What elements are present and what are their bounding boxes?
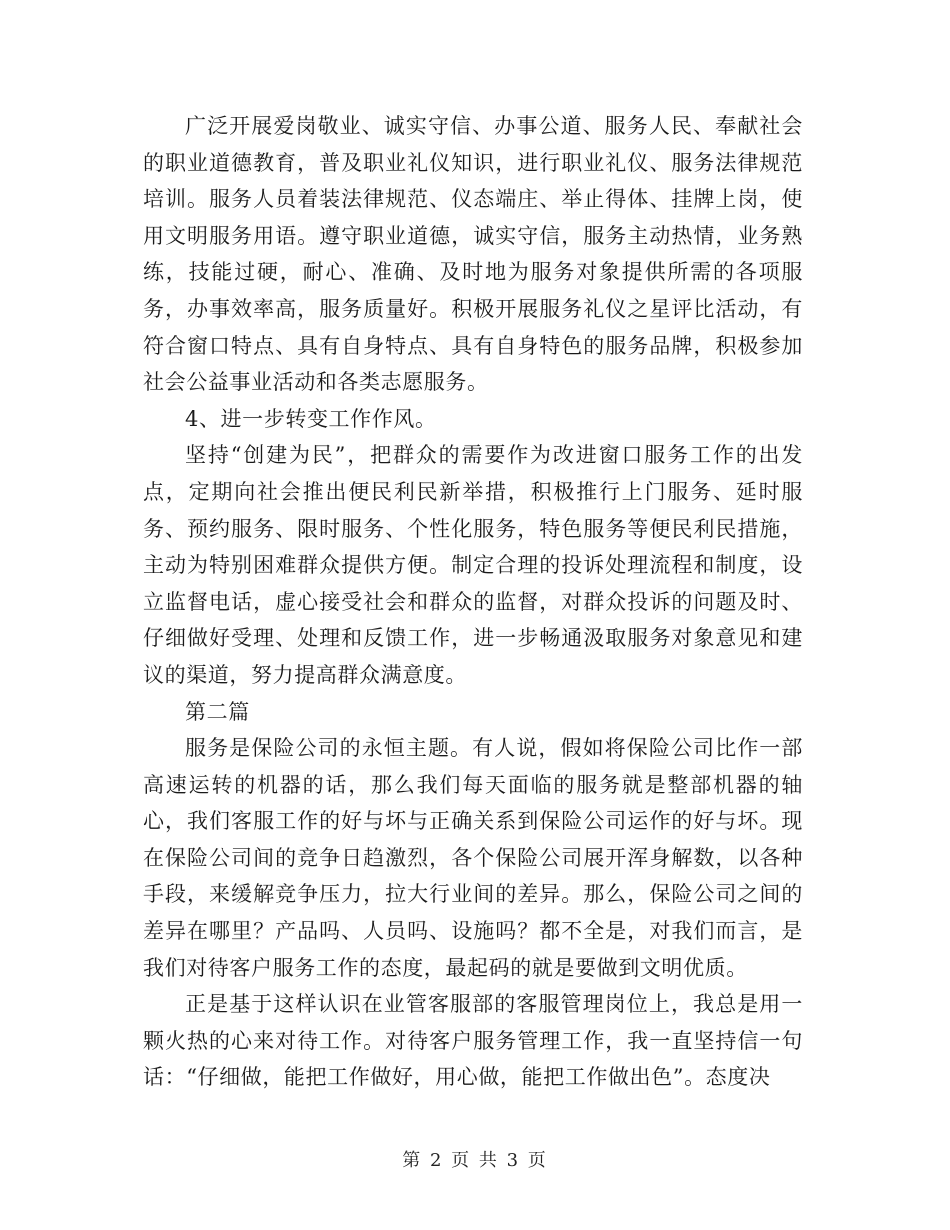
paragraph-insurance-service: 服务是保险公司的永恒主题。有人说，假如将保险公司比作一部高速运转的机器的话，那么我们每天面临的服务就是整部机器的轴心，我们客服工作的好与坏与正确关系到保险公司运作的好与坏。现在保险公司间的竞争日趋激烈，各个保险公司展开浑身解数，以各种手段，来缓解竞争压力，拉大行业间的差异。那么，保险公司之间的差异在哪里？产品吗、人员吗、设施吗？都不全是，对我们而言，是我们对待客户服务工作的态度，最起码的就是要做到文明优质。 <box>143 736 803 980</box>
paragraph-serve-people: 坚持“创建为民”，把群众的需要作为改进窗口服务工作的出发点，定期向社会推出便民利民新举措，积极推行上门服务、延时服务、预约服务、限时服务、个性化服务，特色服务等便民利民措施，主动为特别困难群众提供方便。制定合理的投诉处理流程和制度，设立监督电话，虚心接受社会和群众的监督，对群众投诉的问题及时、仔细做好受理、处理和反馈工作，进一步畅通汲取服务对象意见和建议的渠道，努力提高群众满意度。 <box>143 443 803 687</box>
section-heading-second-part: 第二篇 <box>185 699 250 724</box>
paragraph-professional-ethics: 广泛开展爱岗敬业、诚实守信、办事公道、服务人民、奉献社会的职业道德教育，普及职业礼仪知识，进行职业礼仪、服务法律规范培训。服务人员着装法律规范、仪态端庄、举止得体、挂牌上岗，使用文明服务用语。遵守职业道德，诚实守信，服务主动热情，业务熟练，技能过硬，耐心、准确、及时地为服务对象提供所需的各项服务，办事效率高，服务质量好。积极开展服务礼仪之星评比活动，有符合窗口特点、具有自身特点、具有自身特色的服务品牌，积极参加社会公益事业活动和各类志愿服务。 <box>143 114 803 395</box>
section-heading-work-style: 4、进一步转变工作作风。 <box>185 406 437 431</box>
page-number-footer: 第 2 页 共 3 页 <box>402 1150 548 1171</box>
document-body <box>143 108 803 1096</box>
paragraph-customer-service-attitude: 正是基于这样认识在业管客服部的客服管理岗位上，我总是用一颗火热的心来对待工作。对待客户服务管理工作，我一直坚持信一句话：“仔细做，能把工作做好，用心做，能把工作做出色”。态度决 <box>143 992 803 1090</box>
